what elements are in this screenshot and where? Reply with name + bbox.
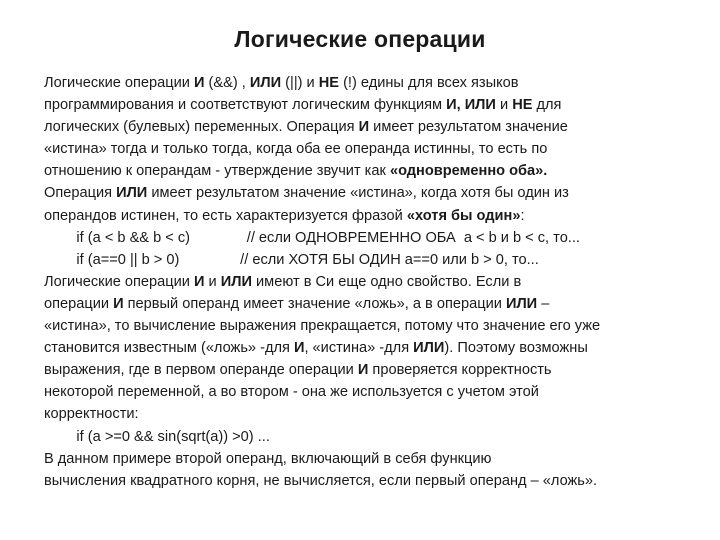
code-line	[44, 227, 696, 249]
text-run: (!) едины для всех языков	[339, 75, 519, 91]
text-run: имеют в Си еще одно свойство. Если в	[251, 273, 522, 290]
text-line	[44, 72, 696, 94]
text-run: имеет результатом значение «истина», когда хотя бы один из	[147, 185, 569, 202]
bold-run: «хотя бы один»	[406, 207, 521, 224]
text-run: программирования и соответствуют логическим функциям	[44, 97, 447, 114]
text-run: if (a >=0 && sin(sqrt(a)) >0) ...	[44, 428, 270, 445]
text-run: Логические операции	[44, 75, 194, 91]
text-run: :	[520, 207, 525, 224]
text-line	[44, 293, 696, 315]
bold-run: ИЛИ	[116, 185, 148, 202]
bold-run: ИЛИ	[413, 340, 445, 357]
text-run: Логические операции	[44, 273, 194, 290]
text-run: становится известным («ложь» -для	[44, 340, 294, 357]
text-line	[44, 271, 696, 293]
bold-run: И	[193, 273, 205, 290]
text-line	[44, 116, 696, 138]
text-line	[44, 448, 696, 470]
bold-run: И	[113, 295, 124, 312]
text-run: В данном примере второй операнд, включающий в себя функцию	[44, 450, 492, 467]
text-line	[44, 470, 696, 492]
text-run: имеет результатом значение	[369, 119, 568, 136]
body-text	[44, 72, 696, 492]
text-line	[44, 403, 696, 425]
text-run: выражения, где в первом операнде операции	[44, 362, 358, 379]
bold-run: «одновременно оба».	[389, 163, 548, 180]
bold-run: НЕ	[512, 97, 533, 114]
text-run: (&&) ,	[204, 75, 250, 91]
text-line	[44, 182, 696, 204]
text-run: некоторой переменной, а во втором - она же используется с учетом этой	[44, 384, 539, 401]
text-run: (||) и	[281, 75, 319, 91]
text-run: , «истина» -для	[304, 340, 414, 357]
bold-run: И	[193, 75, 205, 91]
code-line	[44, 249, 696, 271]
text-line	[44, 138, 696, 160]
text-run: отношению к операндам - утверждение звучит как	[44, 163, 390, 180]
bold-run: И	[358, 119, 370, 136]
text-line	[44, 337, 696, 359]
text-run: if (a==0 || b > 0) // если ХОТЯ БЫ ОДИН a==0 или b > 0, то...	[44, 251, 539, 268]
text-run: «истина» тогда и только тогда, когда оба ее операнда истинны, то есть по	[44, 141, 548, 158]
text-line	[44, 160, 696, 182]
text-run: Операция	[44, 185, 117, 202]
text-run: и	[204, 273, 221, 290]
bold-run: ИЛИ	[249, 75, 282, 91]
text-run: первый операнд имеет значение «ложь», а в операции	[123, 295, 506, 312]
text-line	[44, 205, 696, 227]
text-run: операции	[44, 295, 114, 312]
text-run: логических (булевых) переменных. Операция	[44, 119, 359, 136]
text-run: «истина», то вычисление выражения прекращается, потому что значение его уже	[44, 318, 601, 335]
text-run: операндов истинен, то есть характеризуется фразой	[44, 207, 407, 224]
text-line	[44, 315, 696, 337]
text-line	[44, 381, 696, 403]
text-line	[44, 94, 696, 116]
code-line	[44, 426, 696, 448]
text-run: и	[495, 97, 513, 114]
bold-run: И	[293, 340, 305, 357]
text-run: –	[537, 295, 550, 312]
bold-run: ИЛИ	[505, 295, 538, 312]
text-run: проверяется корректность	[368, 362, 552, 379]
page-title: Логические операции	[234, 26, 486, 52]
bold-run: НЕ	[318, 75, 340, 91]
text-run: корректности:	[44, 406, 139, 423]
text-run: вычисления квадратного корня, не вычисляется, если первый операнд – «ложь».	[44, 472, 598, 489]
text-run: для	[532, 97, 562, 114]
text-line	[44, 359, 696, 381]
text-run: if (a < b && b < c) // если ОДНОВРЕМЕННО ОБА a < b и b < c, то...	[44, 229, 580, 246]
bold-run: ИЛИ	[220, 273, 252, 290]
text-run: ). Поэтому возможны	[444, 340, 588, 357]
bold-run: И, ИЛИ	[446, 97, 496, 114]
bold-run: И	[357, 362, 369, 379]
